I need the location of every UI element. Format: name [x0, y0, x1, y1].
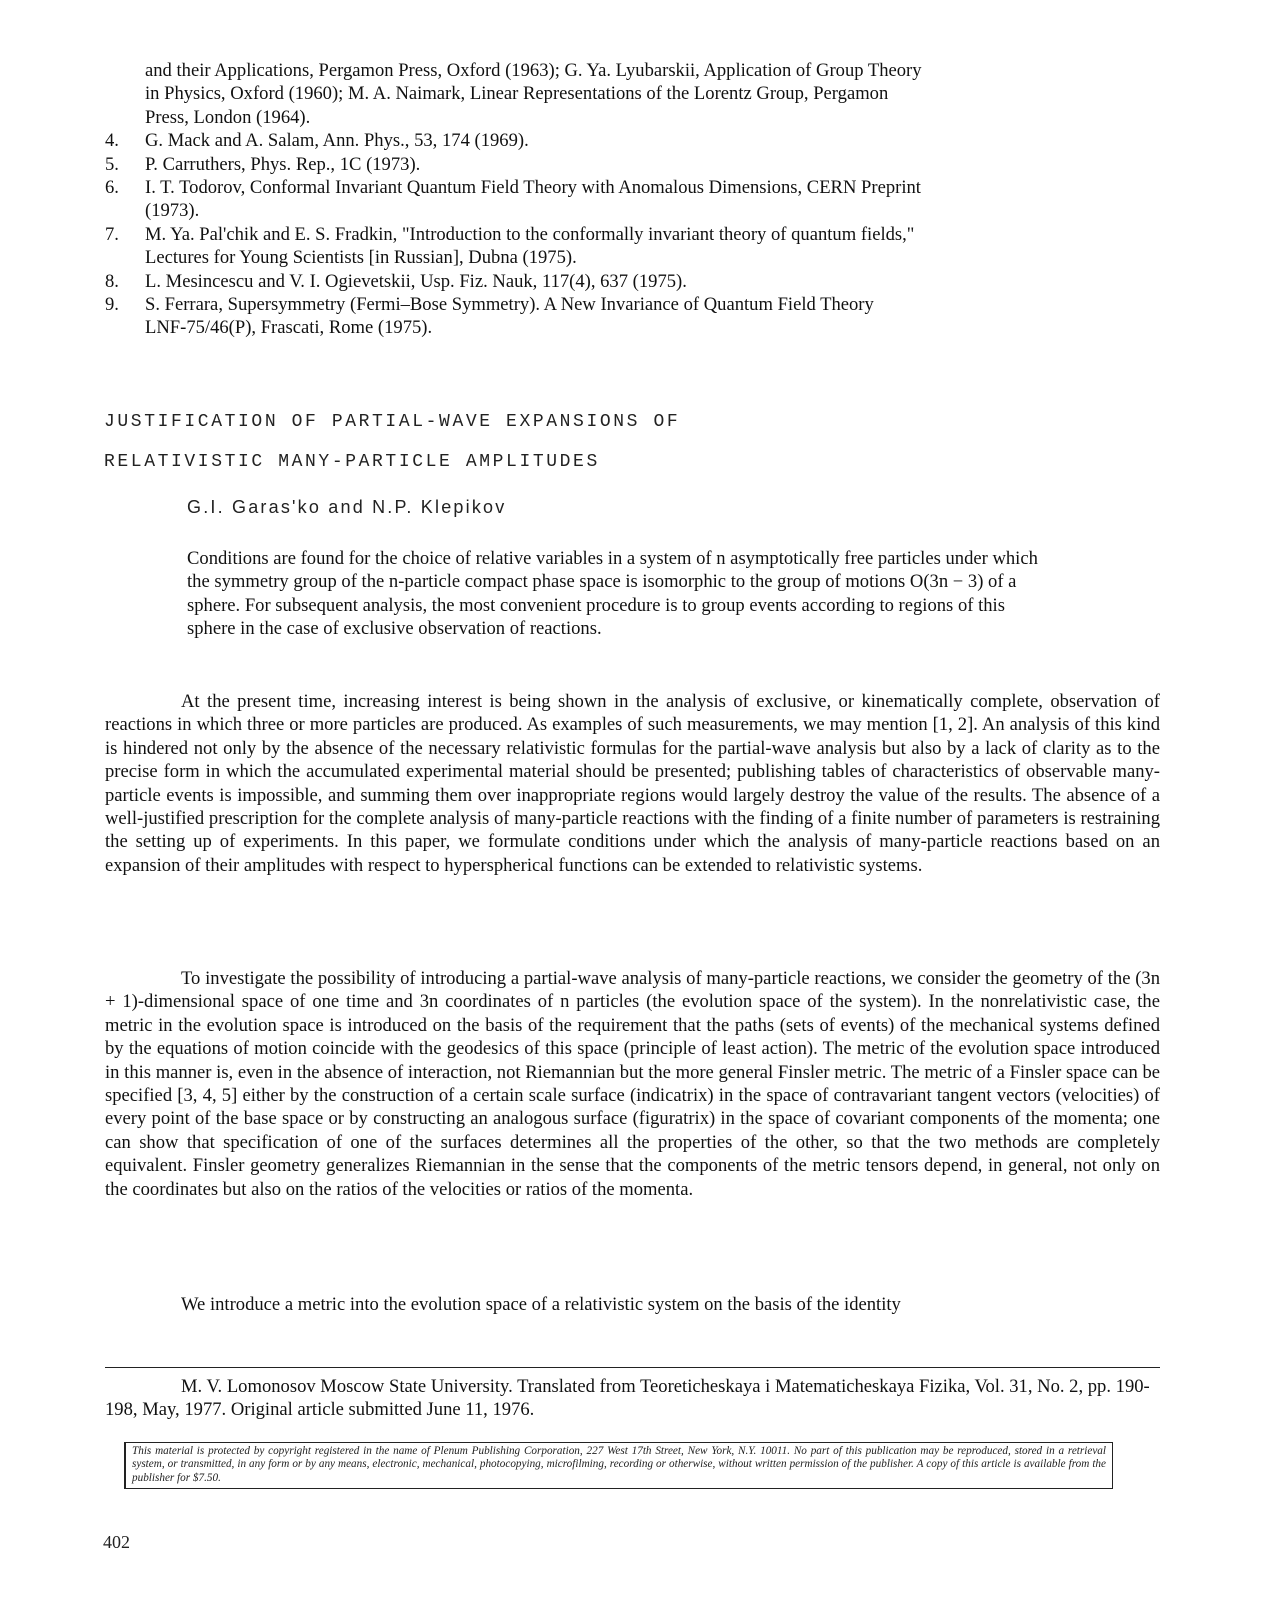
reference-4	[105, 129, 1165, 152]
reference-line: I. T. Todorov, Conformal Invariant Quantum Field Theory with Anomalous Dimensions, CERN Preprint	[145, 177, 921, 199]
reference-line: LNF-75/46(P), Frascati, Rome (1975).	[145, 317, 433, 339]
reference-9	[105, 293, 1165, 340]
article-title-line-2: RELATIVISTIC MANY-PARTICLE AMPLITUDES	[104, 452, 600, 472]
paragraph-2	[105, 967, 1160, 1201]
reference-line: S. Ferrara, Supersymmetry (Fermi–Bose Symmetry). A New Invariance of Quantum Field Theory	[145, 294, 874, 316]
reference-number: 7.	[105, 223, 119, 245]
article-title-line-1: JUSTIFICATION OF PARTIAL-WAVE EXPANSIONS OF	[104, 412, 681, 432]
reference-5	[105, 153, 1165, 176]
reference-line: (1973).	[145, 200, 200, 222]
reference-6	[105, 176, 1165, 223]
reference-line: M. Ya. Pal'chik and E. S. Fradkin, "Introduction to the conformally invariant theory of quantum fields,"	[145, 223, 915, 245]
affiliation-footnote-text: M. V. Lomonosov Moscow State University. Translated from Teoreticheskaya i Matematicheskaya Fizika, Vol. 31, No. 2, pp. 190-198, May, 1977. Original article submitted June 11, 1976.	[105, 1376, 1150, 1421]
reference-7	[105, 223, 1165, 270]
reference-line: and their Applications, Pergamon Press, Oxford (1963); G. Ya. Lyubarskii, Application of Group Theory	[145, 60, 922, 81]
reference-number: 9.	[105, 294, 119, 316]
reference-line: L. Mesincescu and V. I. Ogievetskii, Usp. Fiz. Nauk, 117(4), 637 (1975).	[145, 270, 687, 292]
paragraph-3	[105, 1293, 1160, 1316]
copyright-notice: This material is protected by copyright registered in the name of Plenum Publishing Corporation, 227 West 17th Street, New York, N.Y. 10011. No part of this publication may be reproduced, stored in a retrieval system, or transmitted, in any form or by any means, electronic, mechanical, photocopying, microfilming, recording or otherwise, without written permission of the publisher. A copy of this article is available from the publisher for $7.50.	[124, 1442, 1113, 1489]
reference-line: G. Mack and A. Salam, Ann. Phys., 53, 174 (1969).	[145, 130, 529, 152]
affiliation-footnote	[105, 1375, 1160, 1422]
reference-3-continuation	[105, 59, 1165, 129]
reference-number: 5.	[105, 153, 119, 175]
reference-number: 6.	[105, 177, 119, 199]
paragraph-1	[105, 690, 1160, 877]
reference-line: in Physics, Oxford (1960); M. A. Naimark, Linear Representations of the Lorentz Group, Pergamon	[145, 83, 889, 105]
reference-list	[105, 59, 1165, 340]
reference-number: 8.	[105, 270, 119, 292]
paragraph-1-text: At the present time, increasing interest is being shown in the analysis of exclusive, or kinematically complete, observation of reactions in which three or more particles are produced. As examples of such measurements, we may mention [1, 2]. An analysis of this kind is hindered not only by the absence of the necessary relativistic formulas for the partial-wave analysis but also by a lack of clarity as to the precise form in which the accumulated experimental material should be presented; publishing tables of characteristics of observable many-particle events is impossible, and summing them over inappropriate regions would largely destroy the value of the results. The absence of a well-justified prescription for the complete analysis of many-particle reactions with the finding of a finite number of parameters is restraining the setting up of experiments. In this paper, we formulate conditions under which the analysis of many-particle reactions based on an expansion of their amplitudes with respect to hyperspherical functions can be extended to relativistic systems.	[105, 691, 1160, 876]
reference-8	[105, 270, 1165, 293]
article-authors: G.I. Garas'ko and N.P. Klepikov	[187, 497, 507, 517]
page-number: 402	[103, 1532, 130, 1552]
paragraph-2-text: To investigate the possibility of introducing a partial-wave analysis of many-particle reactions, we consider the geometry of the (3n + 1)-dimensional space of one time and 3n coordinates of n particles (the evolution space of the system). In the nonrelativistic case, the metric in the evolution space is introduced on the basis of the requirement that the paths (sets of events) of the mechanical systems defined by the equations of motion coincide with the geodesics of this space (principle of least action). The metric of the evolution space introduced in this manner is, even in the absence of interaction, not Riemannian but the more general Finsler metric. The metric of a Finsler space can be specified [3, 4, 5] either by the construction of a certain scale surface (indicatrix) in the space of contravariant tangent vectors (velocities) of every point of the base space or by constructing an analogous surface (figuratrix) in the space of covariant components of the momenta; one can show that specification of one of the surfaces determines all the properties of the other, so that the two methods are completely equivalent. Finsler geometry generalizes Riemannian in the sense that the components of the metric tensors depend, in general, not only on the coordinates but also on the ratios of the velocities or ratios of the momenta.	[105, 968, 1160, 1200]
reference-line: P. Carruthers, Phys. Rep., 1C (1973).	[145, 153, 421, 175]
footnote-divider	[105, 1367, 1160, 1368]
reference-line: Press, London (1964).	[145, 106, 311, 128]
reference-line: Lectures for Young Scientists [in Russian], Dubna (1975).	[145, 247, 577, 269]
reference-number: 4.	[105, 130, 119, 152]
article-abstract: Conditions are found for the choice of relative variables in a system of n asymptotically free particles under which the symmetry group of the n-particle compact phase space is isomorphic to the group of motions O(3n − 3) of a sphere. For subsequent analysis, the most convenient procedure is to group events according to regions of this sphere in the case of exclusive observation of reactions.	[187, 548, 1038, 640]
paragraph-3-text: We introduce a metric into the evolution space of a relativistic system on the basis of the identity	[181, 1294, 901, 1315]
